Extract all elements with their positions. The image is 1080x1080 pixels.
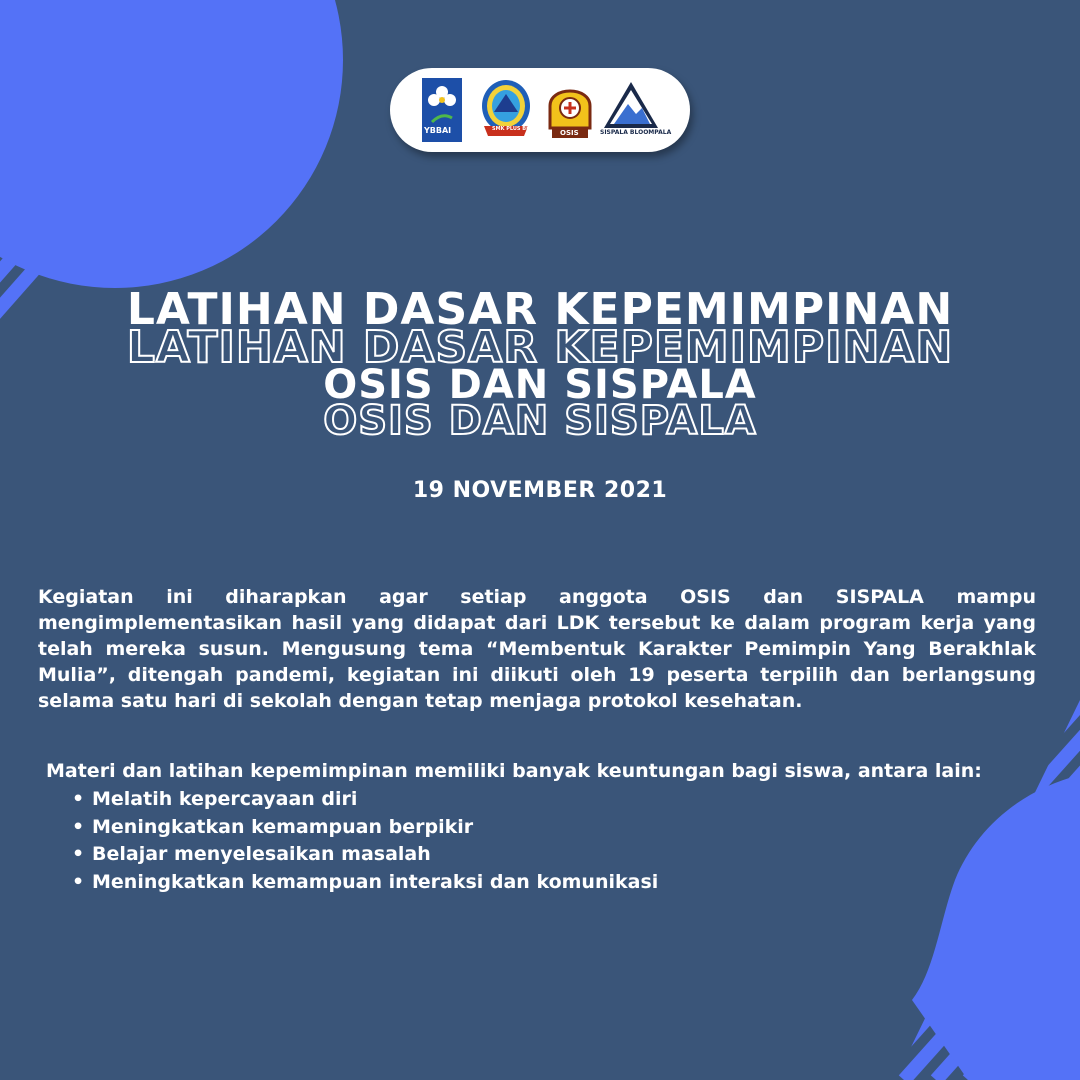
sispala-mountain-icon — [600, 78, 672, 142]
bullet-icon: • — [72, 843, 85, 865]
bottom-right-blob — [912, 775, 1080, 1080]
list-item — [72, 786, 658, 814]
top-left-circle — [0, 0, 343, 288]
list-item-text: Meningkatkan kemampuan berpikir — [92, 815, 474, 838]
title-line-1-outline: LATIHAN DASAR KEPEMIMPINAN — [126, 322, 954, 373]
list-item — [72, 814, 658, 842]
list-item-text: Meningkatkan kemampuan interaksi dan komunikasi — [92, 870, 659, 893]
bullet-icon: • — [72, 788, 85, 810]
bullet-icon: • — [72, 815, 85, 838]
logo-caption: SISPALA BLOOMPALA — [600, 129, 672, 136]
list-item-text: Melatih kepercayaan diri — [92, 788, 358, 810]
osis-emblem-icon — [542, 78, 598, 142]
benefits-intro: Materi dan latihan kepemimpinan memiliki banyak keuntungan bagi siswa, antara lain: — [46, 760, 982, 782]
logo-caption: OSIS — [560, 129, 579, 137]
logo-bar — [390, 68, 690, 152]
logo-caption: SMK PLUS BLB — [492, 126, 534, 132]
smk-school-crest-icon — [478, 78, 534, 142]
title-line-1: LATIHAN DASAR KEPEMIMPINAN — [126, 284, 954, 335]
bullet-icon: • — [72, 870, 85, 893]
title-line-2-outline: OSIS DAN SISPALA — [323, 398, 757, 444]
list-item-text: Belajar menyelesaikan masalah — [92, 843, 431, 865]
ybbai-logo-icon — [420, 78, 476, 142]
title-line-2: OSIS DAN SISPALA — [323, 362, 757, 408]
benefits-list — [72, 786, 658, 896]
list-item — [72, 841, 658, 869]
logo-caption: YBBAI — [424, 126, 452, 135]
list-item — [72, 869, 658, 897]
description-paragraph: Kegiatan ini diharapkan agar setiap anggota OSIS dan SISPALA mampu mengimplementasikan hasil yang didapat dari LDK tersebut ke dalam program kerja yang telah mereka susun. Mengusung tema “Membentuk Karakter Pemimpin Yang Berakhlak Mulia”, ditengah pandemi, kegiatan ini diikuti oleh 19 peserta terpilih dan berlangsung selama satu hari di sekolah dengan tetap menjaga protokol kesehatan. — [38, 586, 1036, 712]
event-date: 19 NOVEMBER 2021 — [412, 478, 668, 503]
